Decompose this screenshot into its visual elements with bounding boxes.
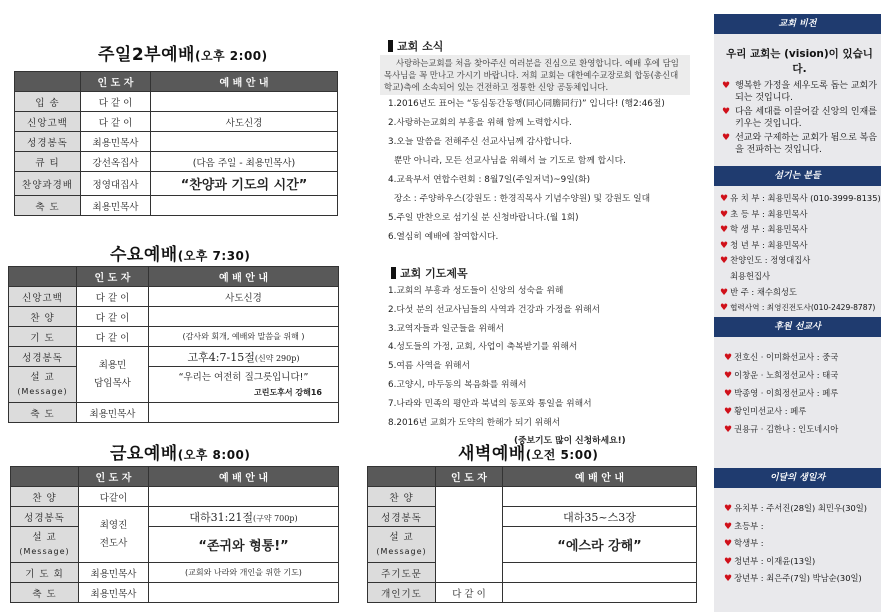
heart-icon: ♥ bbox=[724, 371, 733, 381]
heart-icon: ♥ bbox=[720, 225, 729, 236]
table-row: 축 도 최용민목사 bbox=[15, 196, 338, 216]
prayer-list: 1.교회의 부흥과 성도들이 신앙의 성숙을 위해 2.다섯 분의 선교사님들의 사역과 건강과 가정을 위해서 3.교역자들과 일군들을 위해서 4.성도들의 가정, 교회, 사업이 축복받기를 위해서 5.여름 사역을 위해서 6.고양시, 마두동의 복음화를 위해서 7.나라와 민족의 평안과 북녘의 동포와 통일을 위해서 8.2016년 교회가 도약의 한해가 되기 위해서 (중보기도 많이 신청하세요!) bbox=[388, 286, 626, 447]
news-heading: 교회 소식 bbox=[388, 38, 443, 54]
vision-heading: 교회 비전 bbox=[714, 14, 881, 34]
vision-block: 우리 교회는 (vision)이 있습니다. ♥ 행복한 가정을 세우도록 돕는 교회가 되는 것입니다. ♥ 다음 세대를 이끌어갈 신앙의 인재를 키우는 것입니다. ♥ 선교와 구제하는 교회가 됨으로 복음을 전파하는 것입니다. bbox=[722, 48, 877, 155]
table-row: 입 송 다 같 이 bbox=[15, 92, 338, 112]
heart-icon: ♥ bbox=[724, 556, 733, 567]
news-list: 1.2016년도 표어는 “동심동간동행(同心同膽同行)” 입니다! (행2:46절) 2.사랑하는교회의 부흥을 위해 함께 노력합시다. 3.오늘 말씀을 전해주신 선교사님께 감사합니다. 뿐만 아니라, 모든 선교사님을 위해서 늘 기도로 함께 합시다. 4.교육부서 연합수련회 : 8월7일(주일저녁)~9일(화) 장소 : 주양하우스(강원도 : 한경직목사 기념수양원) 및 강원도 일대 5.주일 반찬으로 섬기실 분 신청바랍니다.(월 1회) 6.열심히 예배에 참여합시다. bbox=[388, 99, 665, 242]
serve-heading: 섬기는 분들 bbox=[714, 166, 881, 186]
heart-icon: ♥ bbox=[724, 574, 733, 584]
wed-title: 수요예배(오후 7:30) bbox=[110, 245, 251, 265]
prayer-heading: 교회 기도제목 bbox=[391, 265, 468, 281]
heart-icon: ♥ bbox=[722, 107, 731, 117]
heart-icon: ♥ bbox=[724, 425, 733, 435]
fri-title: 금요예배(오후 8:00) bbox=[110, 444, 251, 464]
table-row: 성경봉독 최용민목사 bbox=[15, 132, 338, 152]
missionary-list: ♥ 전호신 · 이미화선교사 : 중국 ♥ 이창운 · 노희정선교사 : 태국 ♥ 박종영 · 이희정선교사 : 페루 ♥ 황인미선교사 : 페루 ♥ 권용규 · 김한나 : 인도네시아 bbox=[724, 352, 839, 435]
table-row: 찬양과경배 정영대집사 “찬양과 기도의 시간” bbox=[15, 172, 338, 196]
heart-icon: ♥ bbox=[720, 287, 729, 298]
fri-table: 인 도 자 예 배 안 내 찬 양 다같이 성경봉독 최영진 전도사 대하31:21절(구약 700p) 설 교 (Message) “존귀와 형통!” 기 도 회 최용민목사 (교회와 나라와 개인을 위한 기도) 축 도 최용민목사 bbox=[10, 466, 339, 603]
wed-table: 인 도 자 예 배 안 내 신앙고백 다 같 이 사도신경 찬 양 다 같 이 기 도 다 같 이 (감사와 회개, 예배와 말씀을 위해 ) 성경봉독 최용민 담임목사 고후4:7-15절(신약 290p) 설 교 (Message) “우리는 여전히 질그릇입니다!” 고린도후서 강해16 축 도 최용민목사 bbox=[8, 266, 339, 423]
heart-icon: ♥ bbox=[720, 240, 729, 251]
sunday-title: 주일2부예배(오후 2:00) bbox=[98, 45, 268, 65]
news-intro: 사랑하는교회를 처음 찾아주신 여러분을 진심으로 환영합니다. 예배 후에 담임목사님을 꼭 만나고 가시기 바랍니다. 저희 교회는 대한예수교장로회 합동(총신대학교)측에 소속되어 있는 건전하고 정통한 신앙 공동체입니다. bbox=[380, 55, 690, 95]
heart-icon: ♥ bbox=[724, 539, 733, 549]
heart-icon: ♥ bbox=[724, 407, 733, 417]
serve-list: ♥ 유 치 부 : 최용민목사 (010-3999-8135) ♥ 초 등 부 : 최용민목사 ♥ 학 생 부 : 최용민목사 ♥ 청 년 부 : 최용민목사 ♥ 찬양인도 : 정영대집사 최용헌집사 ♥ 반 주 : 채수희성도 ♥ 협력사역 : 최영진전도사(010-2429-8787) bbox=[720, 193, 881, 314]
heart-icon: ♥ bbox=[724, 504, 733, 514]
table-row: 큐 티 강선옥집사 (다음 주일 - 최용민목사) bbox=[15, 152, 338, 172]
heart-icon: ♥ bbox=[720, 256, 729, 267]
table-row: 신앙고백 다 같 이 사도신경 bbox=[15, 112, 338, 132]
heart-icon: ♥ bbox=[722, 133, 731, 143]
heart-icon: ♥ bbox=[724, 353, 733, 363]
heart-icon: ♥ bbox=[724, 521, 733, 532]
sunday-table: 인 도 자 예 배 안 내 입 송 다 같 이 신앙고백 다 같 이 사도신경 성경봉독 최용민목사 큐 티 강선옥집사 (다음 주일 - 최용민목사) 찬양과경배 정영대집사 “찬양과 기도의 시간” 축 도 최용민목사 bbox=[14, 71, 338, 216]
heart-icon: ♥ bbox=[724, 389, 733, 399]
heart-icon: ♥ bbox=[720, 194, 729, 204]
heart-icon: ♥ bbox=[720, 209, 729, 220]
heart-icon: ♥ bbox=[720, 303, 729, 314]
birthday-heading: 이달의 생일자 bbox=[714, 468, 881, 488]
missionary-heading: 후원 선교사 bbox=[714, 317, 881, 337]
dawn-table: 인 도 자 예 배 안 내 찬 양 성경봉독 대하35~스3장 설 교 (Message) “에스라 강해” 주기도문 개인기도 다 같 이 bbox=[367, 466, 697, 603]
birthday-list: ♥ 유치부 : 주서진(28일) 최민우(30일) ♥ 초등부 : ♥ 학생부 : ♥ 청년부 : 이재윤(13일) ♥ 장년부 : 최은주(7일) 박남순(30일) bbox=[724, 503, 868, 584]
heart-icon: ♥ bbox=[722, 81, 731, 91]
dawn-title: 새벽예배(오전 5:00) bbox=[458, 444, 599, 464]
